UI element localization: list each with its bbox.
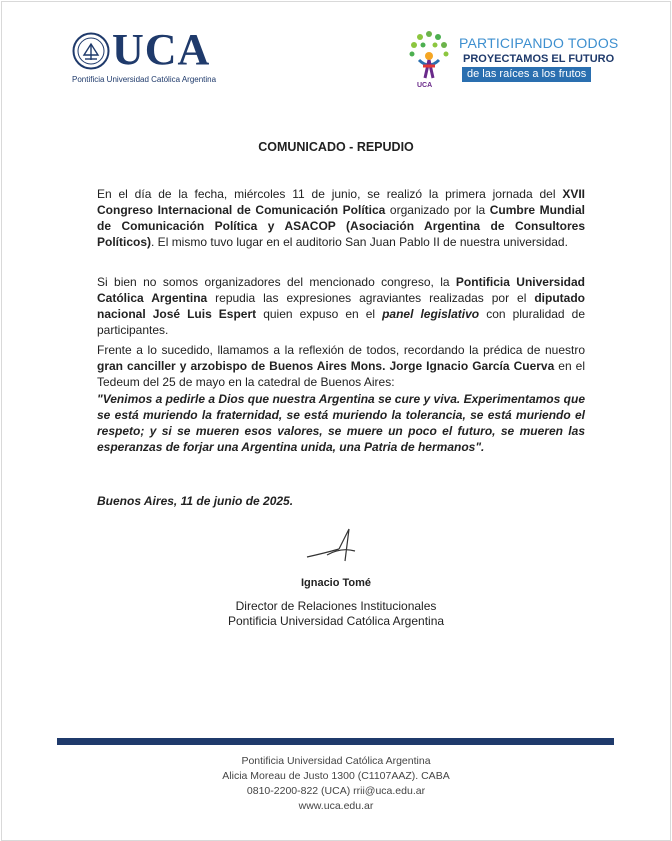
document-title: COMUNICADO - REPUDIO bbox=[258, 140, 414, 154]
p2-text-4: con pluralidad de participantes. bbox=[97, 307, 585, 337]
tree-label: UCA bbox=[417, 82, 433, 89]
p3-text-1: Frente a lo sucedido, llamamos a la reflexión de todos, recordando la prédica de nuestro bbox=[97, 343, 585, 357]
campaign-line-1: PARTICIPANDO TODOS bbox=[459, 35, 619, 51]
p1-bold-2: Cumbre Mundial de Comunicación Política y ASACOP (Asociación Argentina de Consultores Políticos) bbox=[97, 203, 585, 249]
uca-subtitle: Pontificia Universidad Católica Argentina bbox=[72, 75, 217, 84]
place-date: Buenos Aires, 11 de junio de 2025. bbox=[97, 494, 294, 508]
footer bbox=[0, 754, 672, 814]
p3-bold-1: gran canciller y arzobispo de Buenos Aires Mons. Jorge Ignacio García Cuerva bbox=[97, 359, 555, 373]
footer-address: Alicia Moreau de Justo 1300 (C1107AAZ). CABA bbox=[222, 770, 450, 782]
p2-text-1: Si bien no somos organizadores del mencionado congreso, la bbox=[97, 275, 456, 289]
signatory-role bbox=[0, 599, 672, 629]
footer-contact: 0810-2200-822 (UCA) rrii@uca.edu.ar bbox=[246, 785, 426, 797]
signature-icon bbox=[305, 527, 365, 567]
paragraph-1 bbox=[97, 186, 585, 250]
p2-bold-2: diputado nacional José Luis Espert bbox=[97, 291, 585, 321]
signatory-position: Director de Relaciones Institucionales bbox=[235, 599, 437, 613]
footer-bar bbox=[57, 738, 614, 745]
uca-seal-icon bbox=[72, 32, 110, 70]
campaign-logo bbox=[405, 26, 619, 92]
uca-wordmark: UCA bbox=[112, 25, 211, 74]
p2-text-2: repudia las expresiones agraviantes realizadas por el bbox=[207, 291, 535, 305]
paragraph-3 bbox=[97, 342, 585, 390]
p1-text-1: En el día de la fecha, miércoles 11 de junio, se realizó la primera jornada del bbox=[97, 187, 563, 201]
p2-bold-italic-1: panel legislativo bbox=[382, 307, 480, 321]
signatory-name: Ignacio Tomé bbox=[300, 577, 372, 589]
uca-logo bbox=[72, 25, 232, 90]
paragraph-2 bbox=[97, 274, 585, 338]
p3-text-2: en el Tedeum del 25 de mayo en la catedral de Buenos Aires: bbox=[97, 359, 585, 389]
p2-bold-1: Pontificia Universidad Católica Argentina bbox=[97, 275, 585, 305]
campaign-line-3: de las raíces a los frutos bbox=[462, 67, 591, 82]
campaign-line-2: PROYECTAMOS EL FUTURO bbox=[463, 53, 615, 65]
p1-text-2: organizado por la bbox=[385, 203, 490, 217]
p1-bold-1: XVII Congreso Internacional de Comunicación Política bbox=[97, 187, 585, 217]
p2-text-3: quien expuso en el bbox=[256, 307, 383, 321]
tree-icon bbox=[405, 26, 453, 88]
footer-website: www.uca.edu.ar bbox=[298, 800, 374, 812]
signatory-institution: Pontificia Universidad Católica Argentina bbox=[227, 614, 445, 628]
footer-institution: Pontificia Universidad Católica Argentina bbox=[241, 755, 431, 767]
p1-text-3: . El mismo tuvo lugar en el auditorio San Juan Pablo II de nuestra universidad. bbox=[151, 235, 568, 249]
quote-block: "Venimos a pedirle a Dios que nuestra Argentina se cure y viva. Experimentamos que se está muriendo la fraternidad, se está muriendo la tolerancia, se está muriendo el respeto; y si se mueren esos valores, se muere un poco el futuro, se mueren las esperanzas de forjar una Argentina unida, una Patria de hermanos". bbox=[97, 392, 585, 454]
